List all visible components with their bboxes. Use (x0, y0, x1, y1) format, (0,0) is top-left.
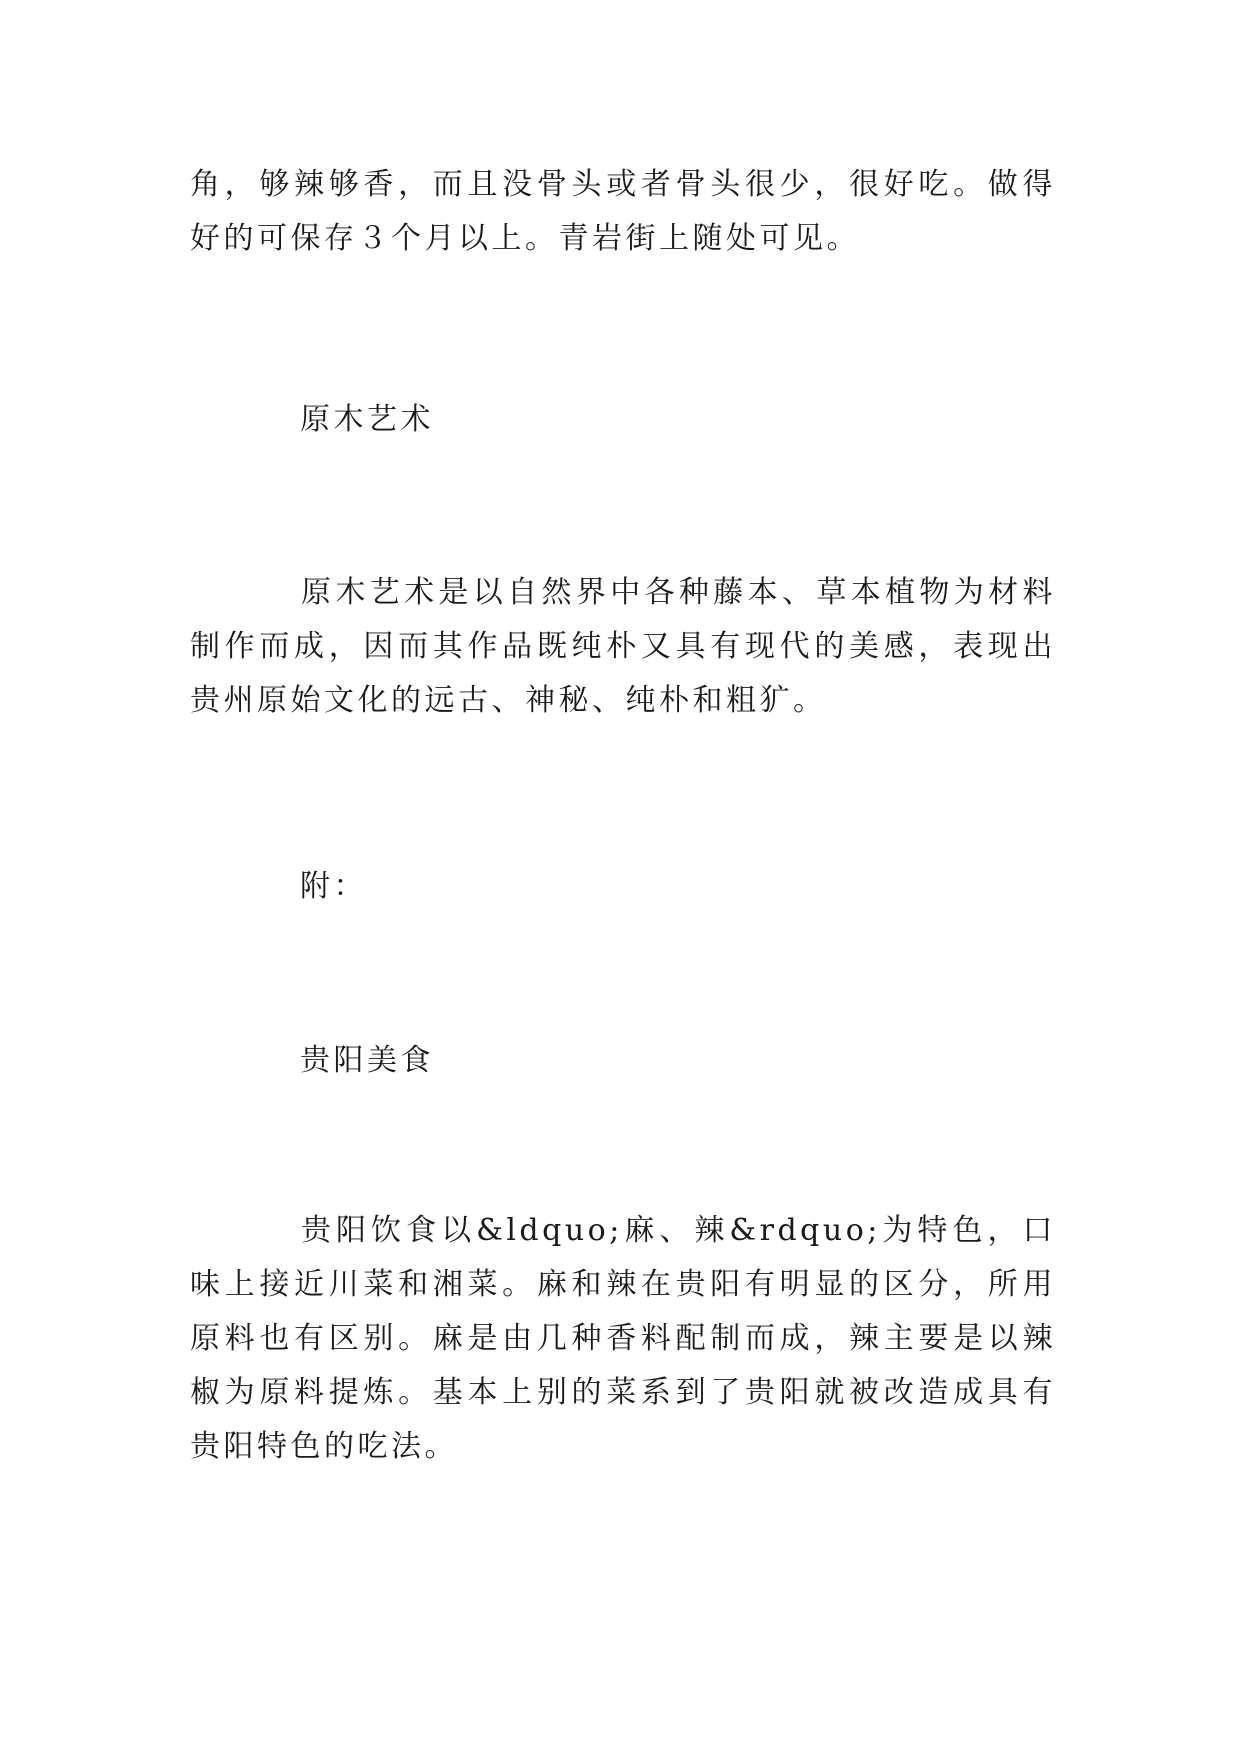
paragraph-yuanmu-art: 原木艺术是以自然界中各种藤本、草本植物为材料制作而成，因而其作品既纯朴又具有现代的美感，表现出贵州原始文化的远古、神秘、纯朴和粗犷。 (190, 575, 1056, 718)
paragraph-continued: 角，够辣够香，而且没骨头或者骨头很少，很好吃。做得好的可保存３个月以上。青岩街上随处可见。 (190, 167, 1056, 256)
heading-appendix: 附： (300, 869, 367, 904)
paragraph-guiyang-food: 贵阳饮食以&ldquo;麻、辣&rdquo;为特色，口味上接近川菜和湘菜。麻和辣在贵阳有明显的区分，所用原料也有区别。麻是由几种香料配制而成，辣主要是以辣椒为原料提炼。基本上别的菜系到了贵阳就被改造成具有贵阳特色的吃法。 (190, 1213, 1056, 1464)
heading-guiyang-food: 贵阳美食 (300, 1043, 434, 1078)
heading-yuanmu-art: 原木艺术 (300, 402, 434, 437)
